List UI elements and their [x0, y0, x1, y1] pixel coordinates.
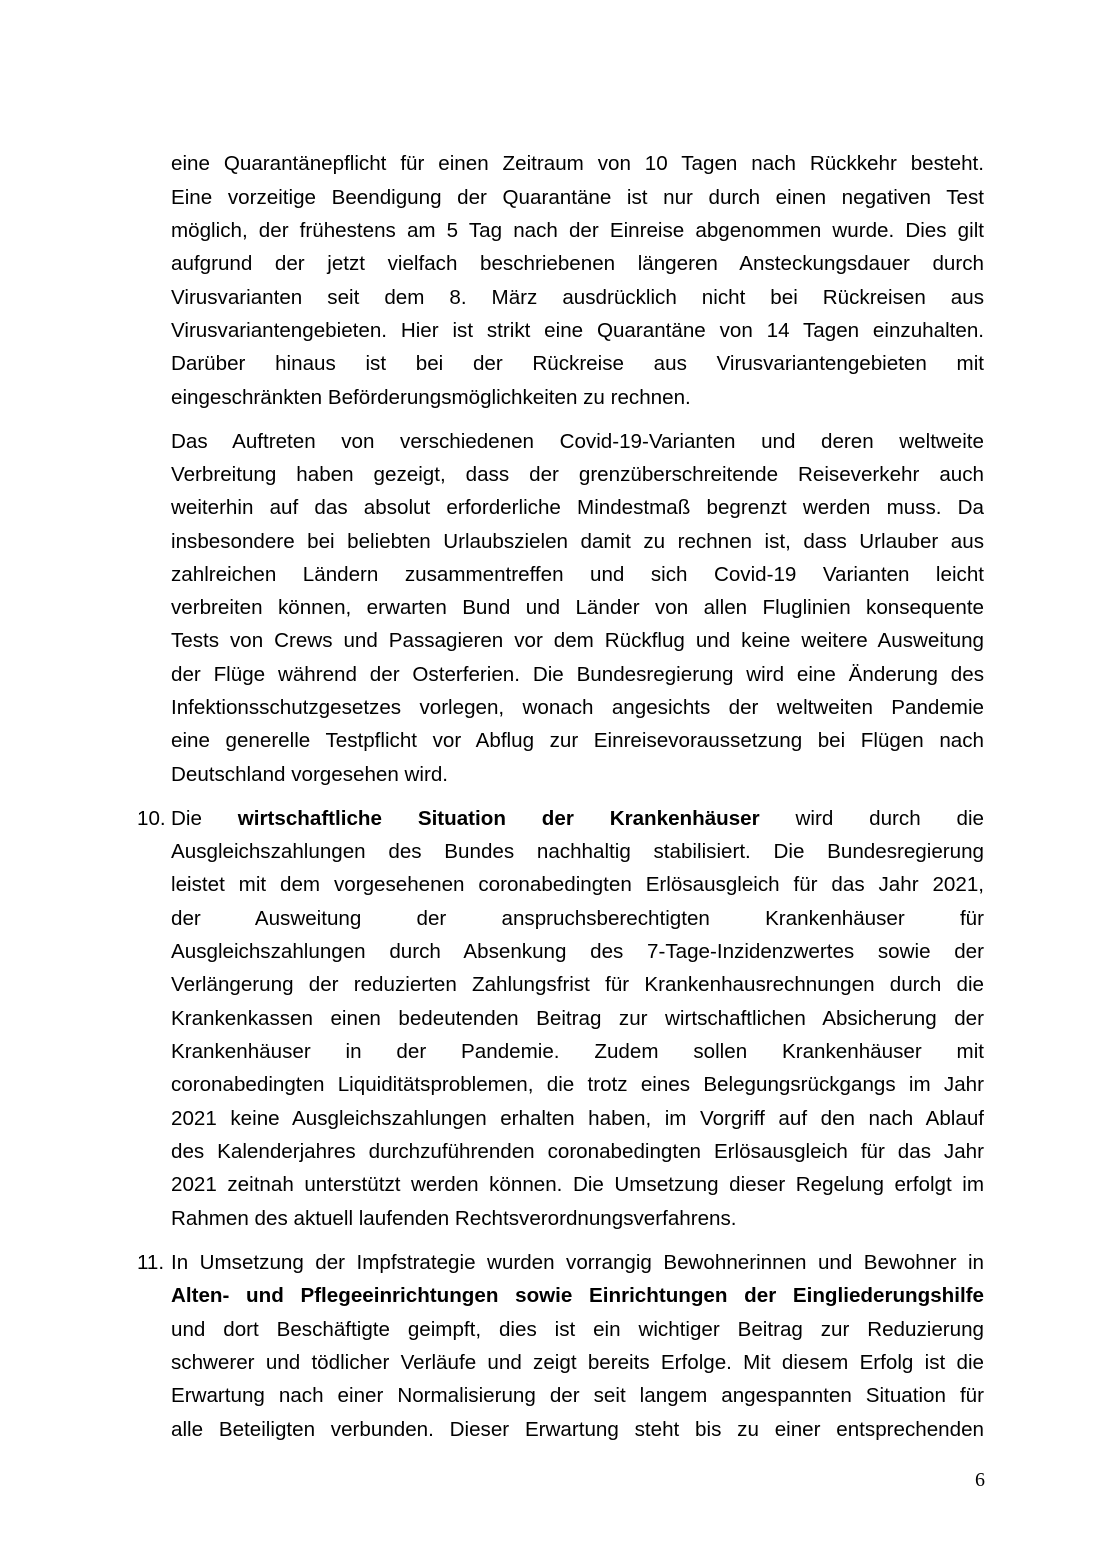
page-number: 6 [975, 1469, 985, 1491]
text-line: Krankenhäuser in der Pandemie. Zudem sollen Krankenhäuser mit [171, 1040, 984, 1063]
text-line: insbesondere bei beliebten Urlaubszielen damit zu rechnen ist, dass Urlauber aus [171, 530, 984, 553]
text-line: Virusvarianten seit dem 8. März ausdrücklich nicht bei Rückreisen aus [171, 286, 984, 309]
text-line: des Kalenderjahres durchzuführenden coronabedingten Erlösausgleich für das Jahr [171, 1140, 984, 1163]
text-line: eine generelle Testpflicht vor Abflug zur Einreisevoraussetzung bei Flügen nach [171, 729, 984, 752]
text-line: Eine vorzeitige Beendigung der Quarantäne ist nur durch einen negativen Test [171, 186, 984, 209]
text-line: Verlängerung der reduzierten Zahlungsfrist für Krankenhausrechnungen durch die [171, 973, 984, 996]
text-line: aufgrund der jetzt vielfach beschriebenen längeren Ansteckungsdauer durch [171, 252, 984, 275]
text-line: Infektionsschutzgesetzes vorlegen, wonach angesichts der weltweiten Pandemie [171, 696, 984, 719]
text-line: In Umsetzung der Impfstrategie wurden vorrangig Bewohnerinnen und Bewohner in [171, 1251, 984, 1274]
text-line: Verbreitung haben gezeigt, dass der grenzüberschreitende Reiseverkehr auch [171, 463, 984, 486]
text-line: zahlreichen Ländern zusammentreffen und sich Covid-19 Varianten leicht [171, 563, 984, 586]
document-page [137, 0, 984, 1555]
text-span: Die [171, 807, 202, 830]
text-line: schwerer und tödlicher Verläufe und zeigt bereits Erfolge. Mit diesem Erfolg ist die [171, 1351, 984, 1374]
text-line: Deutschland vorgesehen wird. [171, 763, 449, 786]
text-line: der Flüge während der Osterferien. Die Bundesregierung wird eine Änderung des [171, 663, 984, 686]
text-line: Tests von Crews und Passagieren vor dem Rückflug und keine weitere Ausweitung [171, 629, 984, 652]
text-line: und dort Beschäftigte geimpft, dies ist ein wichtiger Beitrag zur Reduzierung [171, 1318, 984, 1341]
text-line: 2021 zeitnah unterstützt werden können. Die Umsetzung dieser Regelung erfolgt im [171, 1173, 984, 1196]
text-line: Das Auftreten von verschiedenen Covid-19-Varianten und deren weltweite [171, 430, 984, 453]
text-line: Krankenkassen einen bedeutenden Beitrag zur wirtschaftlichen Absicherung der [171, 1007, 984, 1030]
list-item-number: 11. [137, 1251, 165, 1274]
text-line: eine Quarantänepflicht für einen Zeitraum von 10 Tagen nach Rückkehr besteht. [171, 152, 984, 175]
text-line: Erwartung nach einer Normalisierung der seit langem angespannten Situation für [171, 1384, 984, 1407]
text-line: 2021 keine Ausgleichszahlungen erhalten haben, im Vorgriff auf den nach Ablauf [171, 1107, 984, 1130]
text-line: leistet mit dem vorgesehenen coronabedingten Erlösausgleich für das Jahr 2021, [171, 873, 984, 896]
text-line: verbreiten können, erwarten Bund und Länder von allen Fluglinien konsequente [171, 596, 984, 619]
text-line: Ausgleichszahlungen des Bundes nachhaltig stabilisiert. Die Bundesregierung [171, 840, 984, 863]
list-item-number: 10. [137, 807, 166, 830]
bold-text: wirtschaftliche [237, 807, 382, 830]
text-span: wird [795, 807, 834, 830]
text-line: Virusvariantengebieten. Hier ist strikt eine Quarantäne von 14 Tagen einzuhalten. [171, 319, 984, 342]
bold-text-line: Alten- und Pflegeeinrichtungen sowie Einrichtungen der Eingliederungshilfe [171, 1284, 984, 1307]
text-line: Rahmen des aktuell laufenden Rechtsverordnungsverfahrens. [171, 1207, 737, 1230]
text-line: möglich, der frühestens am 5 Tag nach der Einreise abgenommen wurde. Dies gilt [171, 219, 984, 242]
text-line: coronabedingten Liquiditätsproblemen, die trotz eines Belegungsrückgangs im Jahr [171, 1073, 984, 1096]
text-line: eingeschränkten Beförderungsmöglichkeiten zu rechnen. [171, 386, 691, 409]
text-span: die [956, 807, 984, 830]
text-line: Darüber hinaus ist bei der Rückreise aus Virusvariantengebieten mit [171, 352, 984, 375]
bold-text: Situation [417, 807, 506, 830]
text-line [171, 807, 984, 831]
bold-text: der [541, 807, 574, 830]
text-line: alle Beteiligten verbunden. Dieser Erwartung steht bis zu einer entsprechenden [171, 1418, 984, 1441]
text-line: Ausgleichszahlungen durch Absenkung des 7-Tage-Inzidenzwertes sowie der [171, 940, 984, 963]
text-line: der Ausweitung der anspruchsberechtigten Krankenhäuser für [171, 907, 984, 930]
text-line: weiterhin auf das absolut erforderliche Mindestmaß begrenzt werden muss. Da [171, 496, 984, 519]
bold-text: Krankenhäuser [609, 807, 760, 830]
text-span: durch [869, 807, 921, 830]
